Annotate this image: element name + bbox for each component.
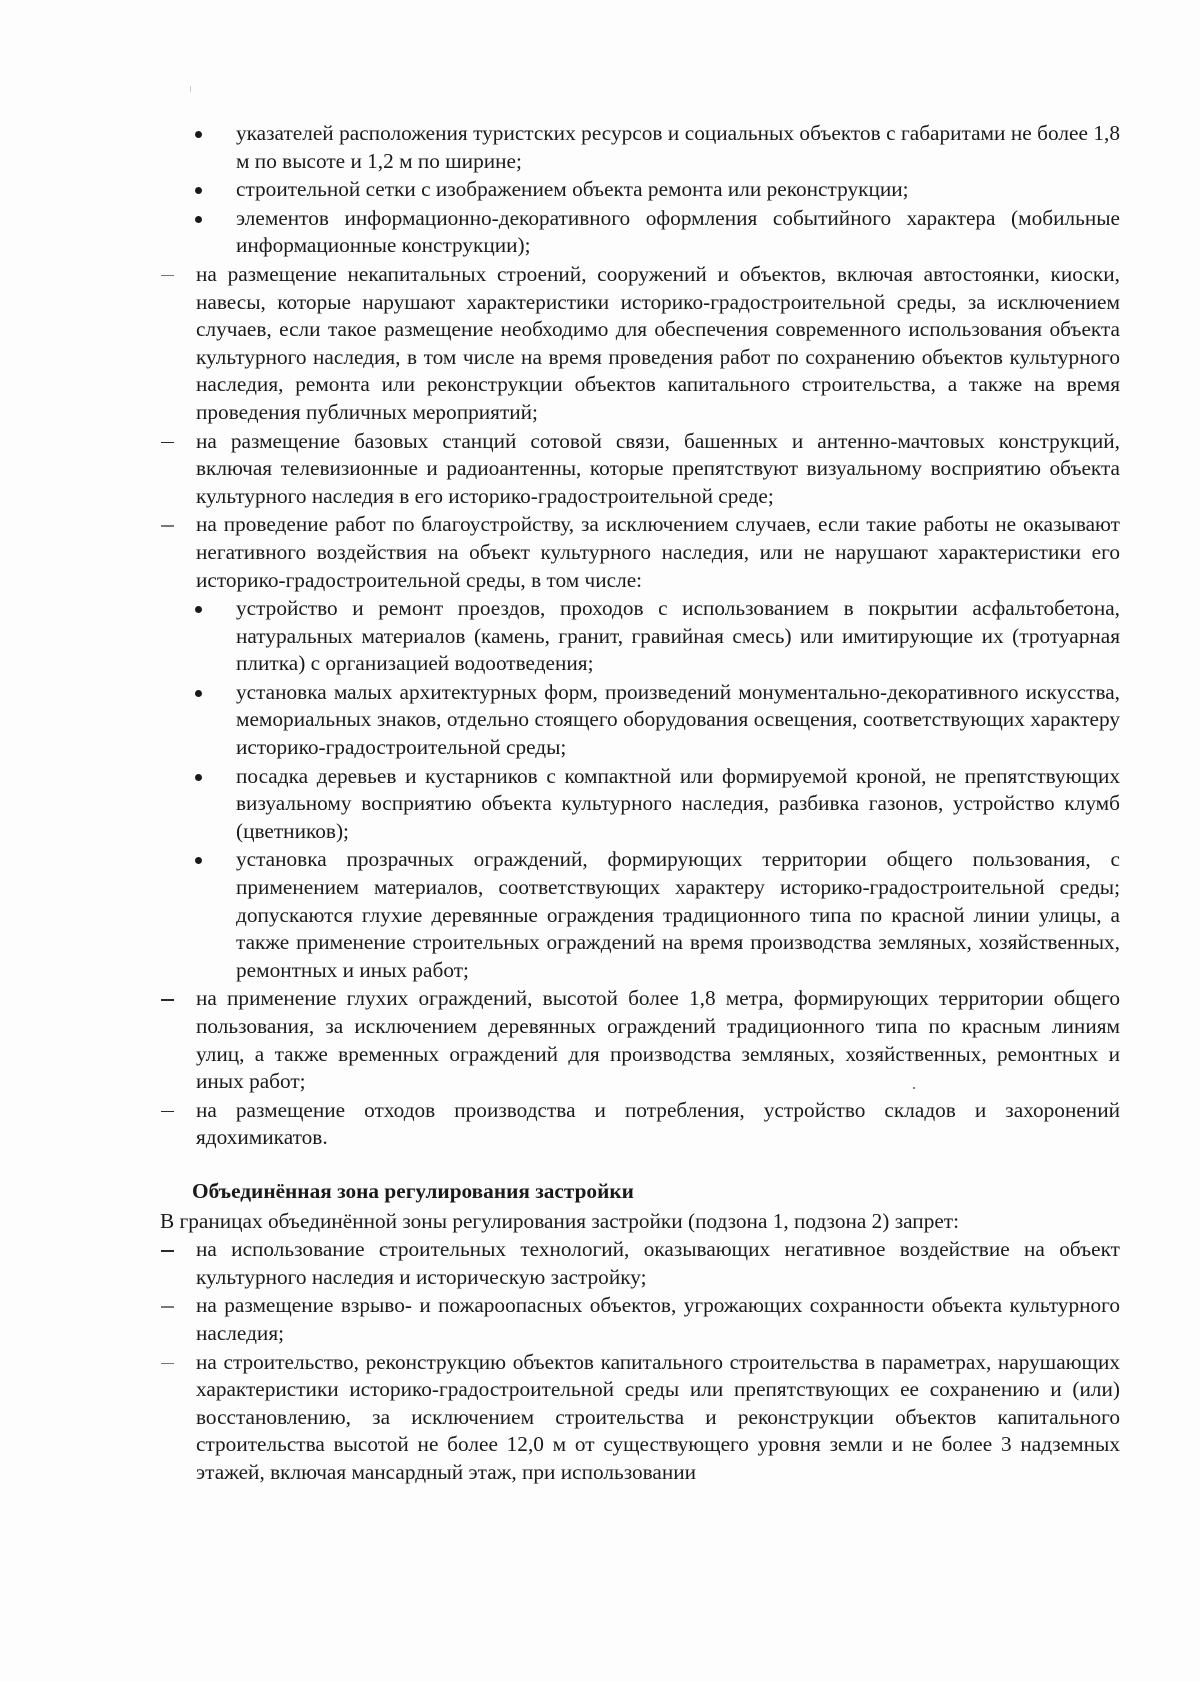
bullet-icon xyxy=(195,216,202,223)
dash-icon xyxy=(161,525,174,526)
restriction-item xyxy=(160,1349,1120,1487)
restriction-item xyxy=(160,1097,1120,1152)
dash-icon xyxy=(161,1111,174,1112)
restriction-text: на проведение работ по благоустройству, за исключением случаев, если такие работы не оказывают негативного воздействия на объект культурного наследия, или не нарушают характеристики его историко-градостроительной среды, в том числе: xyxy=(196,512,1120,592)
list-item-text: устройство и ремонт проездов, проходов с использованием в покрытии асфальтобетона, натуральных материалов (камень, гранит, гравийная смесь) или имитирующие их (тротуарная плитка) с организацией водоотведения; xyxy=(236,596,1120,676)
bullet-icon xyxy=(195,187,202,194)
dash-icon xyxy=(161,442,174,443)
restriction-text: на размещение отходов производства и потребления, устройство складов и захоронений ядохимикатов. xyxy=(196,1097,1120,1150)
document-body xyxy=(160,120,1120,1488)
list-item-text: указателей расположения туристских ресурсов и социальных объектов с габаритами не более 1,8 м по высоте и 1,2 м по ширине; xyxy=(236,121,1120,173)
list-item xyxy=(160,595,1120,678)
bullet-icon xyxy=(195,131,202,138)
restriction-item xyxy=(160,1236,1120,1291)
restriction-text: на размещение взрыво- и пожароопасных объектов, угрожающих сохранности объекта культурного наследия; xyxy=(196,1293,1120,1345)
restriction-text: на строительство, реконструкцию объектов капитального строительства в параметрах, нарушающих характеристики историко-градостроительной среды или препятствующих ее сохранению и (или) восстановлению, за исключением строительства и реконструкции объектов капитального строительства высотой не более 12,0 м от существующего уровня земли и не более 3 надземных этажей, включая мансардный этаж, при использовании xyxy=(196,1349,1120,1484)
dash-icon xyxy=(161,1363,174,1364)
restriction-text: на размещение некапитальных строений, сооружений и объектов, включая автостоянки, киоски, навесы, которые нарушают характеристики историко-градостроительной среды, за исключением случаев, если такое размещение необходимо для обеспечения современного использования объекта культурного наследия, в том числе на время проведения работ по сохранению объектов культурного наследия, ремонта или реконструкции объектов капитального строительства, а также на время проведения публичных мероприятий; xyxy=(196,261,1120,424)
bullet-icon xyxy=(195,690,202,697)
list-item-text: посадка деревьев и кустарников с компактной или формируемой кроной, не препятствующих визуальному восприятию объекта культурного наследия, разбивка газонов, устройство клумб (цветников); xyxy=(236,763,1120,843)
list-item xyxy=(160,679,1120,762)
dash-icon xyxy=(161,999,174,1000)
list-item xyxy=(160,176,1120,204)
list-item xyxy=(160,120,1120,175)
dash-icon xyxy=(161,1250,174,1251)
restriction-text: на размещение базовых станций сотовой связи, башенных и антенно-мачтовых конструкций, включая телевизионные и радиоантенны, которые препятствуют визуальному восприятию объекта культурного наследия в его историко-градостроительной среде; xyxy=(196,428,1120,508)
list-item xyxy=(160,846,1120,984)
restriction-item xyxy=(160,261,1120,427)
scan-artifact xyxy=(190,86,191,92)
restriction-item xyxy=(160,1292,1120,1347)
section-intro: В границах объединённой зоны регулирования застройки (подзона 1, подзона 2) запрет: xyxy=(160,1208,960,1233)
list-item xyxy=(160,205,1120,260)
dash-icon xyxy=(161,1306,174,1307)
restriction-item xyxy=(160,985,1120,1095)
restriction-text: на использование строительных технологий, оказывающих негативное воздействие на объект культурного наследия и историческую застройку; xyxy=(196,1237,1120,1289)
list-item xyxy=(160,763,1120,846)
list-item-text: элементов информационно-декоративного оформления событийного характера (мобильные информационные конструкции); xyxy=(236,205,1120,258)
list-item-text: установка прозрачных ограждений, формирующих территории общего пользования, с применением материалов, соответствующих характеру историко-градостроительной среды; допускаются глухие деревянные ограждения традиционного типа по красной линии улицы, а также применение строительных ограждений на время производства земляных, хозяйственных, ремонтных и иных работ; xyxy=(236,847,1120,982)
bullet-icon xyxy=(195,774,202,781)
restriction-text: на применение глухих ограждений, высотой более 1,8 метра, формирующих территории общего пользования, за исключением деревянных ограждений традиционного типа по красным линиям улиц, а также временных ограждений для производства земляных, хозяйственных, ремонтных и иных работ; xyxy=(196,986,1120,1094)
list-item-text: установка малых архитектурных форм, произведений монументально-декоративного искусства, мемориальных знаков, отдельно стоящего оборудования освещения, соответствующих характеру историко-градостроительной среды; xyxy=(236,679,1120,760)
restriction-item xyxy=(160,428,1120,511)
dash-icon xyxy=(161,275,174,276)
list-item-text: строительной сетки с изображением объекта ремонта или реконструкции; xyxy=(236,177,909,202)
section-heading: Объединённая зона регулирования застройки xyxy=(192,1178,634,1203)
bullet-icon xyxy=(195,857,202,864)
restriction-item xyxy=(160,511,1120,594)
bullet-icon xyxy=(195,606,202,613)
